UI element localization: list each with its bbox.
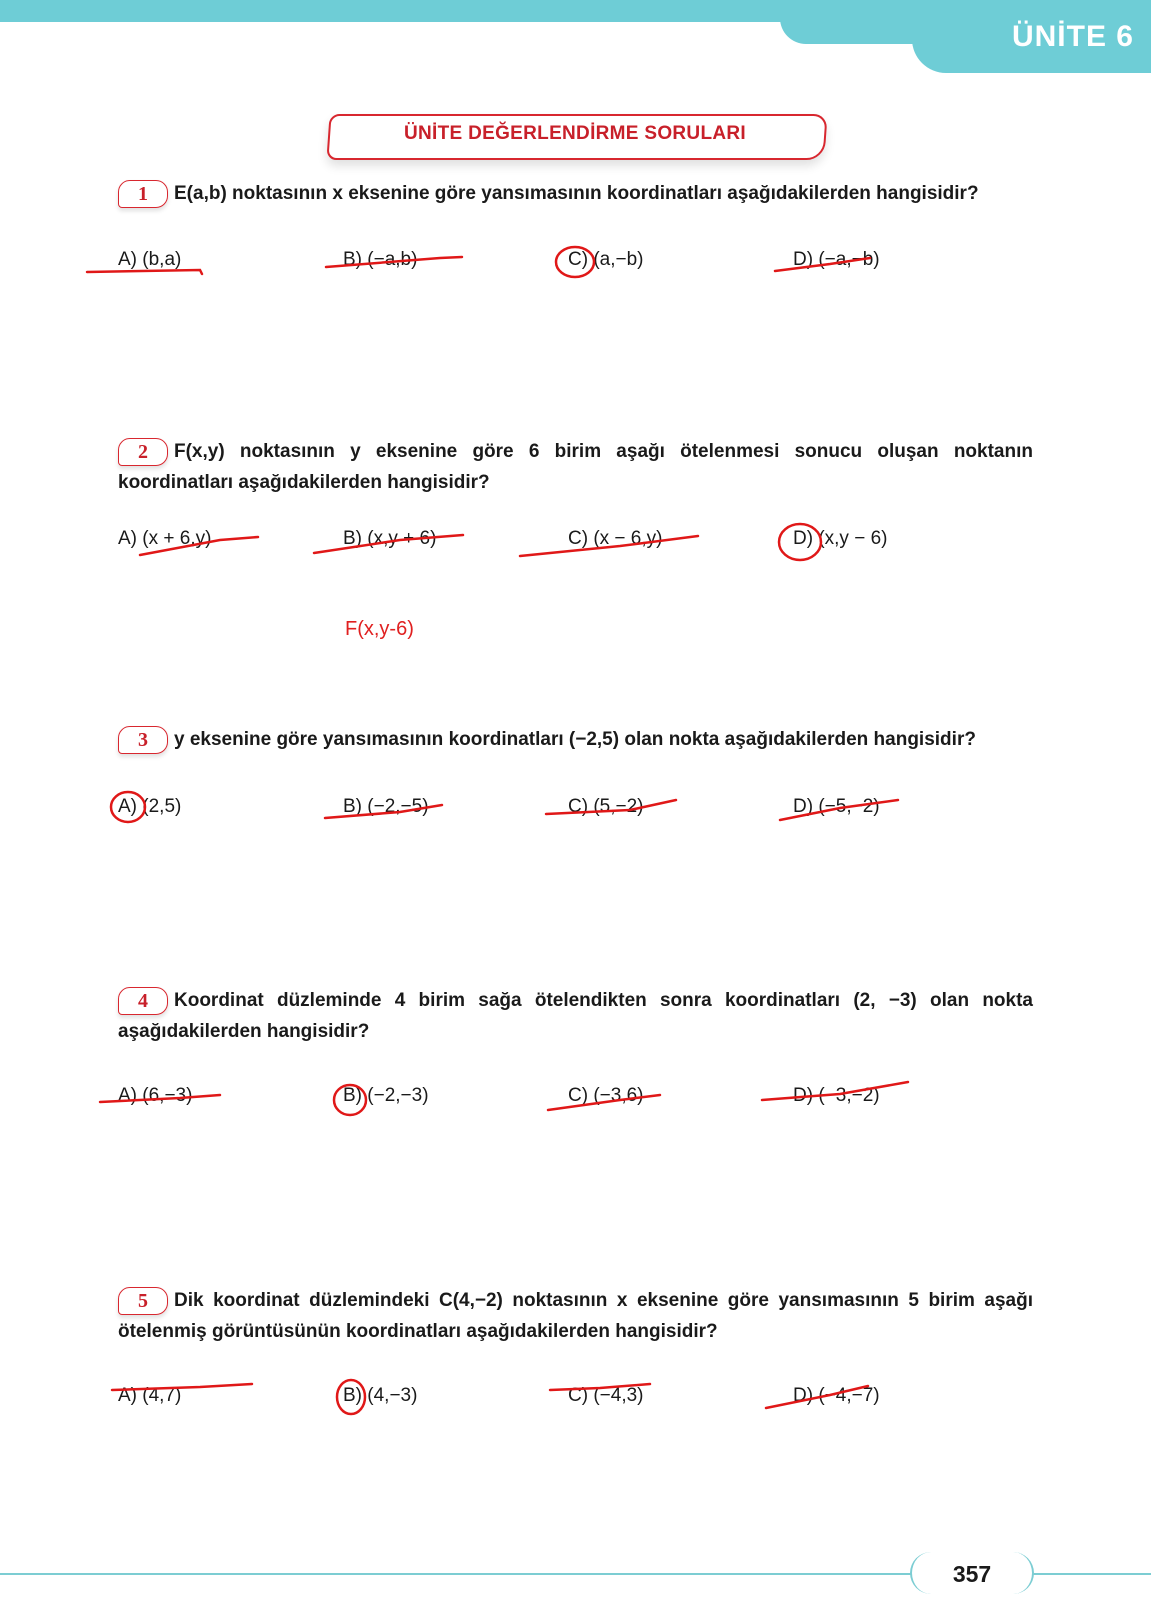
question-2 [118,436,1033,498]
unit-tab [912,0,1151,73]
option-d[interactable]: D) (−4,−7) [793,1385,880,1406]
question-text: Koordinat düzleminde 4 birim sağa ötelendikten sonra koordinatları (2, −3) olan nokta aşağıdakilerden hangisidir? [118,990,1033,1042]
question-text: E(a,b) noktasının x eksenine göre yansımasının koordinatları aşağıdakilerden hangisidir? [174,183,979,204]
option-c[interactable]: C) (−4,3) [568,1385,644,1406]
option-a[interactable]: A) (b,a) [118,249,182,270]
option-c[interactable]: C) (5,−2) [568,796,644,817]
section-title: ÜNİTE DEĞERLENDİRME SORULARI [404,123,746,144]
option-a[interactable]: A) (6,−3) [118,1085,193,1106]
option-b[interactable]: B) (−2,−5) [343,796,429,817]
option-b[interactable]: B) (−2,−3) [343,1085,429,1106]
question-number: 3 [118,726,168,754]
option-c[interactable]: C) (a,−b) [568,249,644,270]
question-text: F(x,y) noktasının y eksenine göre 6 birim aşağı ötelenmesi sonucu oluşan noktanın koordinatları aşağıdakilerden hangisidir? [118,441,1033,493]
option-c[interactable]: C) (−3,6) [568,1085,644,1106]
question-4 [118,985,1033,1047]
question-text: Dik koordinat düzlemindeki C(4,−2) noktasının x eksenine göre yansımasının 5 birim aşağı ötelenmiş görüntüsünün koordinatları aşağıdakilerden hangisidir? [118,1290,1033,1342]
option-a[interactable]: A) (2,5) [118,796,182,817]
option-b[interactable]: B) (x,y + 6) [343,528,437,549]
option-b[interactable]: B) (4,−3) [343,1385,418,1406]
option-d[interactable]: D) (−5,−2) [793,796,880,817]
question-number: 4 [118,987,168,1015]
option-d[interactable]: D) (−a,−b) [793,249,880,270]
question-text: y eksenine göre yansımasının koordinatları (−2,5) olan nokta aşağıdakilerden hangisidir? [174,729,976,750]
question-5 [118,1285,1033,1347]
question-1 [118,178,1033,209]
page-number: 357 [952,1561,992,1587]
option-d[interactable]: D) (x,y − 6) [793,528,888,549]
option-a[interactable]: A) (4,7) [118,1385,182,1406]
handwritten-note: F(x,y-6) [345,618,414,640]
question-number: 1 [118,180,168,208]
unit-label: ÜNİTE 6 [1011,20,1134,53]
question-3 [118,724,1033,755]
option-d[interactable]: D) (−3,−2) [793,1085,880,1106]
question-number: 5 [118,1287,168,1315]
option-b[interactable]: B) (−a,b) [343,249,418,270]
option-a[interactable]: A) (x + 6,y) [118,528,212,549]
question-number: 2 [118,438,168,466]
option-c[interactable]: C) (x − 6,y) [568,528,663,549]
